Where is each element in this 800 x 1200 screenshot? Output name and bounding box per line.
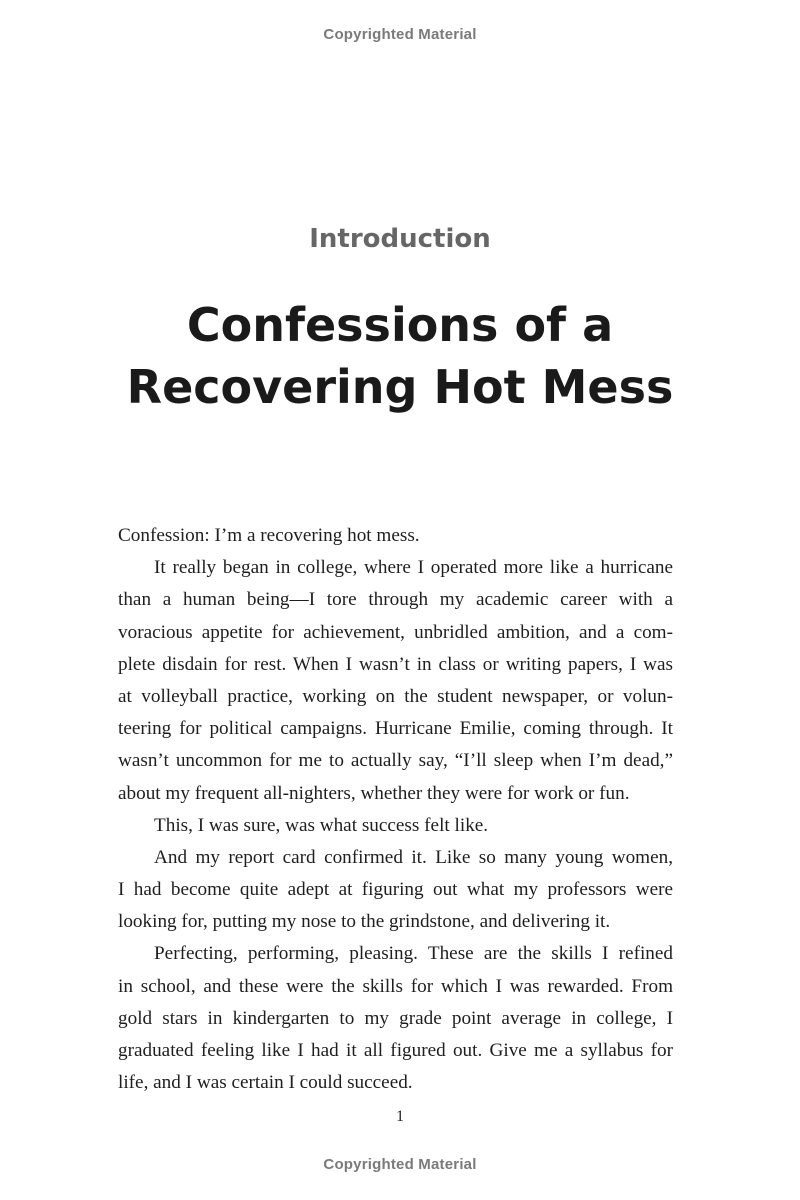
text-line: voracious appetite for achievement, unbridled ambition, and a com- [118,621,673,643]
text-line: graduated feeling like I had it all figured out. Give me a syllabus for [118,1040,673,1061]
text-line: life, and I was certain I could succeed. [118,1072,413,1094]
body-text [118,520,673,1099]
chapter-title-line: Confessions of a [186,298,614,352]
chapter-label: Introduction [309,224,491,254]
chapter-title-line: Recovering Hot Mess [126,360,674,414]
text-line: at volleyball practice, working on the student newspaper, or volun- [118,685,673,707]
text-line: gold stars in kindergarten to my grade point average in college, I [118,1007,673,1029]
copyright-watermark-bottom: Copyrighted Material [323,1156,477,1173]
copyright-watermark-top: Copyrighted Material [323,26,477,43]
text-line: Perfecting, performing, pleasing. These are the skills I refined [154,943,673,965]
text-line: It really began in college, where I operated more like a hurricane [154,557,673,579]
text-line: This, I was sure, was what success felt like. [154,814,489,836]
text-line: looking for, putting my nose to the grindstone, and delivering it. [118,911,611,933]
text-line: in school, and these were the skills for which I was rewarded. From [118,975,673,997]
chapter-title [0,294,800,418]
text-line: plete disdain for rest. When I wasn’t in class or writing papers, I was [118,653,673,675]
page-number: 1 [396,1108,404,1125]
text-line: wasn’t uncommon for me to actually say, “I’ll sleep when I’m dead,” [118,750,673,772]
text-line: teering for political campaigns. Hurricane Emilie, coming through. It [118,718,673,740]
text-line: than a human being—I tore through my academic career with a [118,589,673,611]
text-line: I had become quite adept at figuring out what my professors were [118,879,673,901]
text-line: Confession: I’m a recovering hot mess. [118,525,420,546]
text-line: about my frequent all-nighters, whether they were for work or fun. [118,782,630,804]
text-line: And my report card confirmed it. Like so many young women, [154,846,673,868]
